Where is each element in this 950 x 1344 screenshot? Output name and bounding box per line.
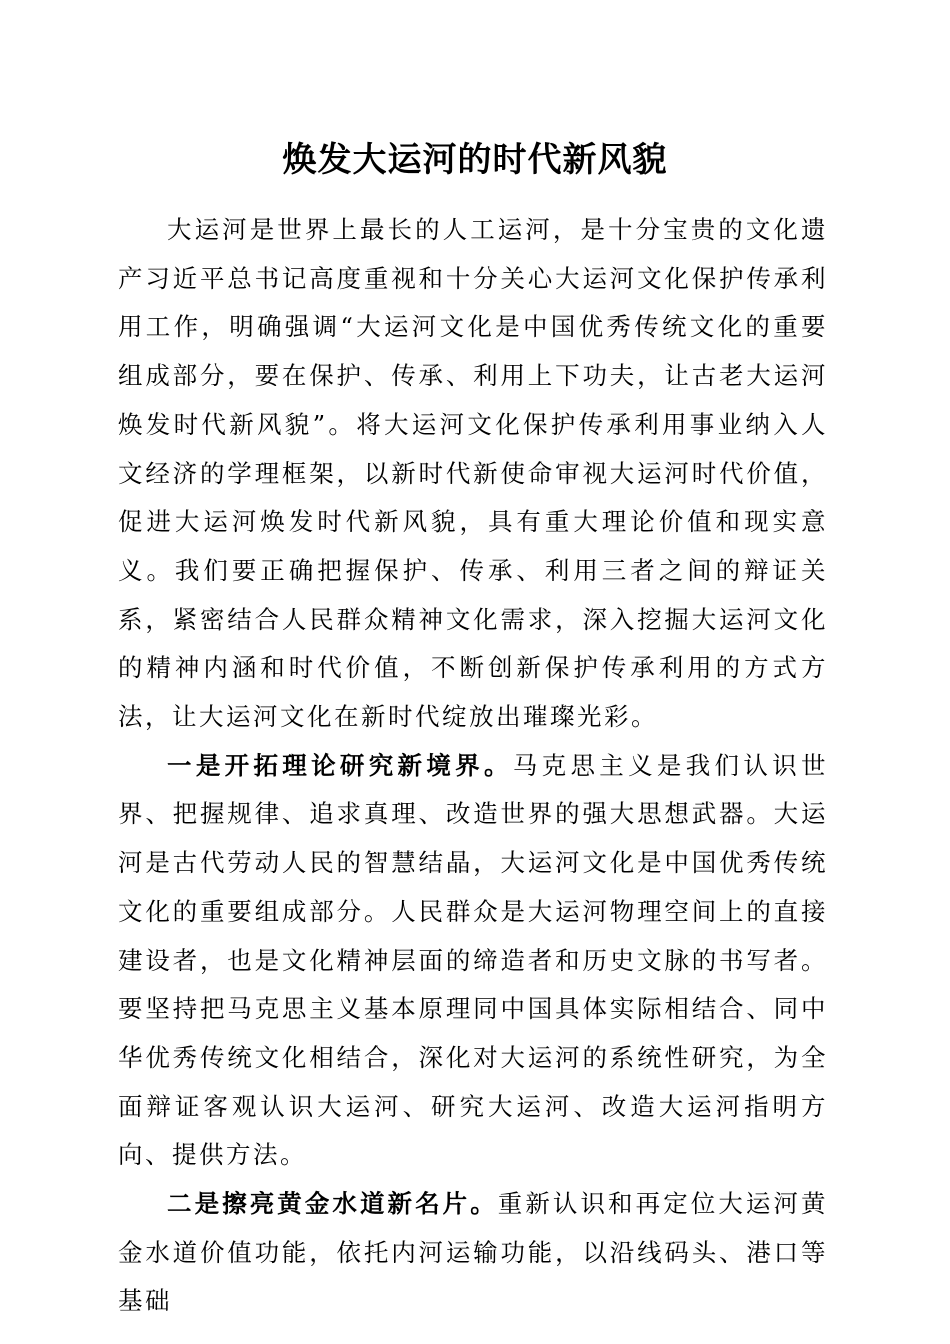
paragraph-intro — [118, 206, 828, 742]
paragraph-text: 马克思主义是我们认识世界、把握规律、追求真理、改造世界的强大思想武器。大运河是古代劳动人民的智慧结晶，大运河文化是中国优秀传统文化的重要组成部分。人民群众是大运河物理空间上的直接建设者，也是文化精神层面的缔造者和历史文脉的书写者。要坚持把马克思主义基本原理同中国具体实际相结合、同中华优秀传统文化相结合，深化对大运河的系统性研究，为全面辩证客观认识大运河、研究大运河、改造大运河指明方向、提供方法。 — [118, 750, 829, 1170]
document-title: 焕发大运河的时代新风貌 — [282, 140, 668, 180]
document-body — [118, 206, 828, 1326]
paragraph-text: 重新认识和再定位大运河黄金水道价值功能，依托内河运输功能，以沿线码头、港口等基础 — [118, 1189, 829, 1316]
paragraph-lead: 二是擦亮黄金水道新名片。 — [167, 1189, 498, 1219]
paragraph-lead: 一是开拓理论研究新境界。 — [167, 750, 513, 780]
paragraph-text: 大运河是世界上最长的人工运河，是十分宝贵的文化遗产习近平总书记高度重视和十分关心大运河文化保护传承利用工作，明确强调“大运河文化是中国优秀传统文化的重要组成部分，要在保护、传承、利用上下功夫，让古老大运河焕发时代新风貌”。将大运河文化保护传承利用事业纳入人文经济的学理框架，以新时代新使命审视大运河时代价值，促进大运河焕发时代新风貌，具有重大理论价值和现实意义。我们要正确把握保护、传承、利用三者之间的辩证关系，紧密结合人民群众精神文化需求，深入挖掘大运河文化的精神内涵和时代价值，不断创新保护传承利用的方式方法，让大运河文化在新时代绽放出璀璨光彩。 — [118, 215, 828, 732]
paragraph-golden-waterway — [118, 1180, 828, 1326]
paragraph-theory-research — [118, 742, 828, 1180]
